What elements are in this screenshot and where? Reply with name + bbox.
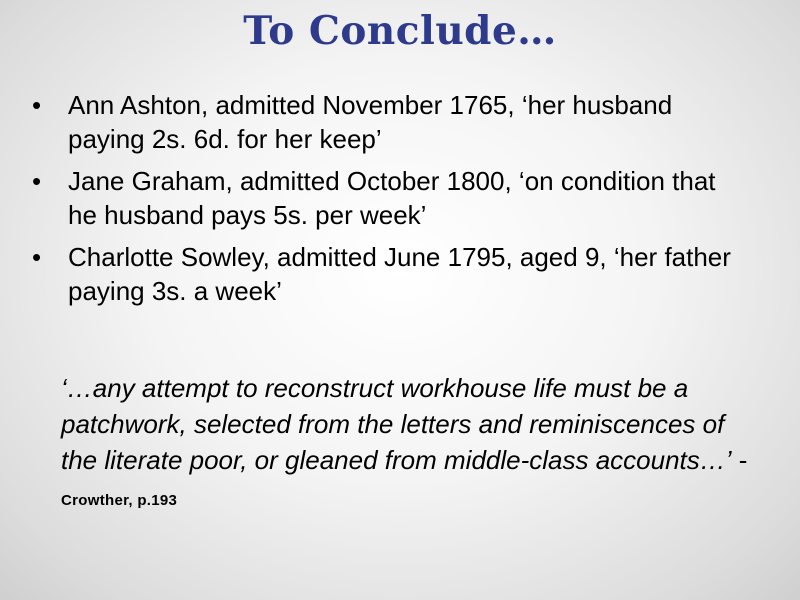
bullet-item-charlotte-sowley <box>30 240 750 308</box>
bullet-text: Jane Graham, admitted October 1800, ‘on condition that he husband pays 5s. per week’ <box>68 166 716 230</box>
quote-separator: - <box>731 445 748 475</box>
quote-text: ‘…any attempt to reconstruct workhouse life must be a patchwork, selected from the letters and reminiscences of the literate poor, or gleaned from middle-class accounts…’ <box>61 373 732 475</box>
bullet-item-ann-ashton <box>30 88 750 156</box>
slide-title: To Conclude… <box>243 8 557 54</box>
bullet-text: Charlotte Sowley, admitted June 1795, aged 9, ‘her father paying 3s. a week’ <box>68 242 731 306</box>
bullet-marker: • <box>32 242 42 272</box>
bullet-list <box>30 88 750 316</box>
quote-citation: Crowther, p.193 <box>61 492 178 509</box>
bullet-item-jane-graham <box>30 164 750 232</box>
block-quote <box>61 370 761 519</box>
bullet-text: Ann Ashton, admitted November 1765, ‘her husband paying 2s. 6d. for her keep’ <box>68 90 673 154</box>
bullet-marker: • <box>32 166 42 196</box>
bullet-marker: • <box>32 90 42 120</box>
